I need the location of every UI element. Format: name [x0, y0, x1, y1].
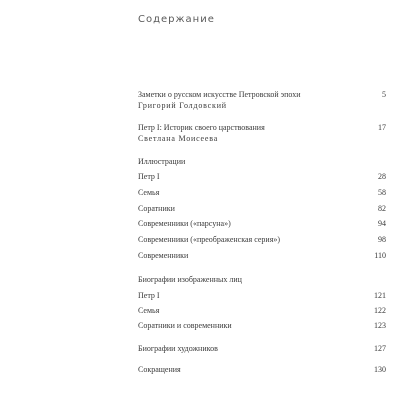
toc-entry-page: 82: [378, 204, 386, 213]
toc-entry-title: Семья: [138, 306, 160, 315]
toc-entry-page: 121: [374, 291, 386, 300]
toc-entry-title: Соратники и современники: [138, 321, 232, 330]
toc-entry-page: 123: [374, 321, 386, 330]
toc-entry-page: 94: [378, 219, 386, 228]
toc-entry-page: 130: [374, 365, 386, 374]
toc-section-heading: [138, 273, 386, 287]
toc-section-heading: [138, 155, 386, 169]
toc-entry[interactable]: [138, 304, 386, 318]
toc-entry-title: Современники («парсуна»): [138, 219, 231, 228]
toc-section-title: Биографии изображенных лиц: [138, 275, 242, 284]
toc-entry-title: Петр I: [138, 291, 160, 300]
toc-entry[interactable]: [138, 186, 386, 200]
toc-entry-title: Биографии художников: [138, 344, 218, 353]
toc-entry[interactable]: [138, 363, 386, 377]
toc-entry-page: 127: [374, 344, 386, 353]
toc-entry-title: Соратники: [138, 204, 175, 213]
toc-entry-title: Современники: [138, 251, 189, 260]
toc-entry[interactable]: [138, 289, 386, 303]
toc-entry-author: Григорий Голдовский: [138, 101, 227, 110]
toc-entry-author: Светлана Моисеева: [138, 134, 219, 143]
toc-entry[interactable]: [138, 170, 386, 184]
toc-entry-title: Заметки о русском искусстве Петровской эпохи: [138, 90, 301, 99]
toc-entry[interactable]: [138, 202, 386, 216]
toc-entry-page: 17: [378, 123, 386, 132]
toc-entry-page: 28: [378, 172, 386, 181]
toc-entry[interactable]: [138, 342, 386, 356]
toc-entry-title: Сокращения: [138, 365, 181, 374]
toc-entry-page: 58: [378, 188, 386, 197]
toc-entry-title: Современники («преображенская серия»): [138, 235, 281, 244]
toc-section-title: Иллюстрации: [138, 157, 186, 166]
toc-entry[interactable]: [138, 249, 386, 263]
page-title: Содержание: [138, 14, 215, 25]
toc-entry-page: 110: [374, 251, 386, 260]
toc-entry[interactable]: [138, 233, 386, 247]
toc-entry-page: 122: [374, 306, 386, 315]
toc-entry-title: Петр I: [138, 172, 160, 181]
toc-entry[interactable]: [138, 217, 386, 231]
toc-entry-title: Семья: [138, 188, 160, 197]
toc-entry-title: Петр I: Историк своего царствования: [138, 123, 265, 132]
toc-entry-page: 5: [382, 90, 386, 99]
toc-entry-page: 98: [378, 235, 386, 244]
toc-entry[interactable]: [138, 319, 386, 333]
